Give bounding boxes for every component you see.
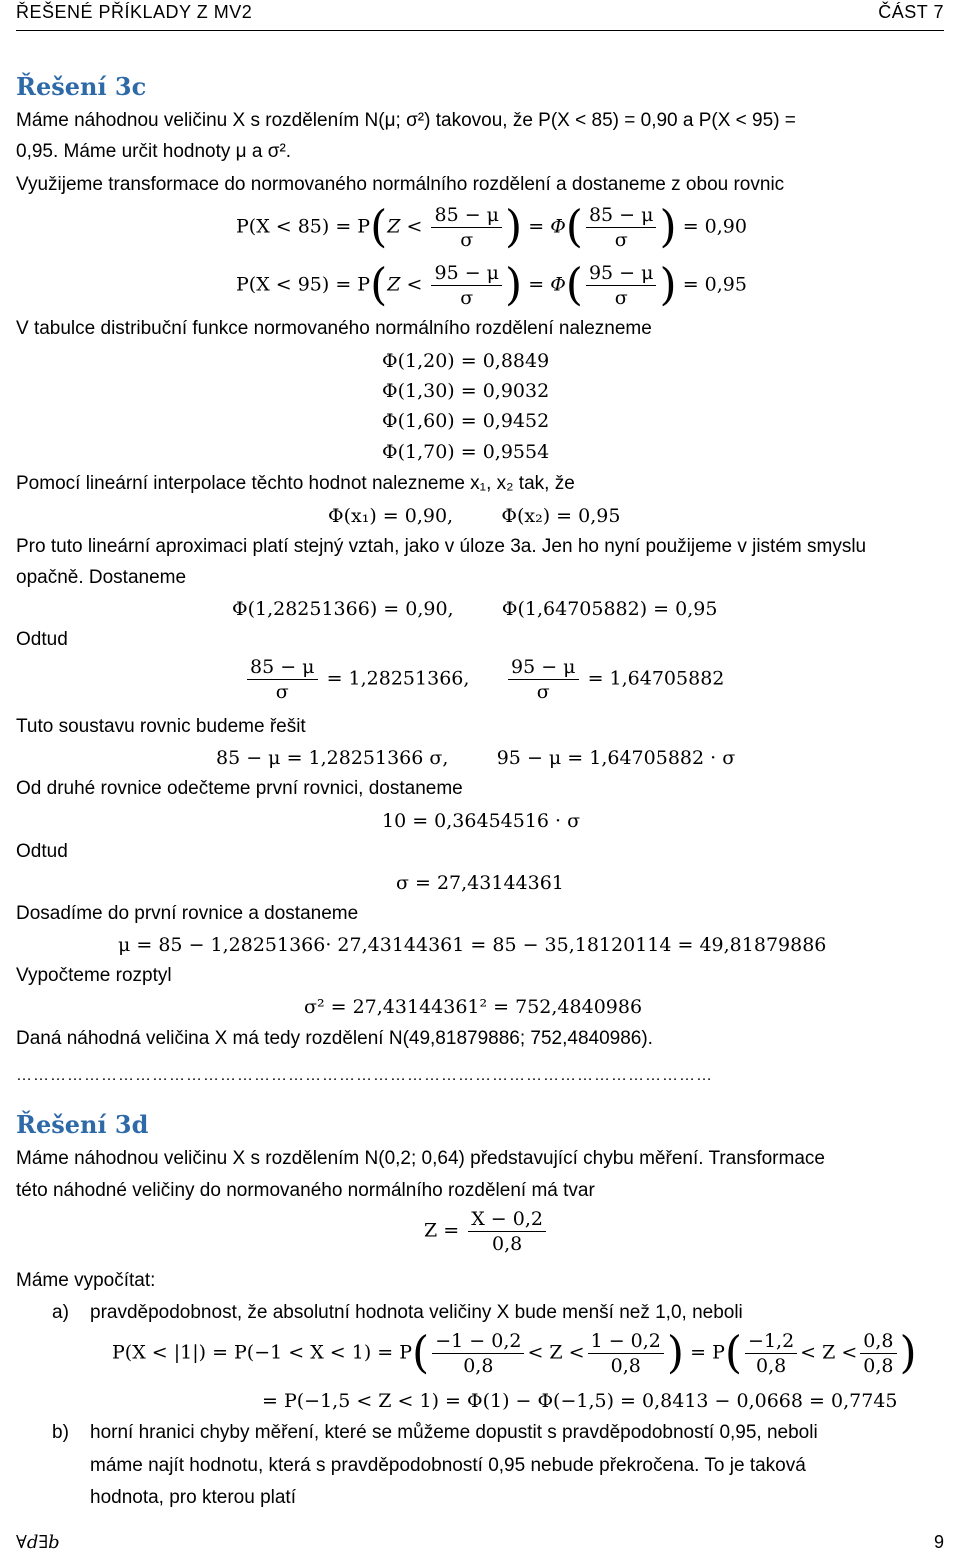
list-text-b: máme najít hodnotu, která s pravděpodobností 0,95 nebude překročena. To je taková	[90, 1455, 806, 1476]
eqa1-mid: < Z <	[527, 1341, 585, 1364]
paragraph: Od druhé rovnice odečteme první rovnici, dostaneme	[16, 778, 463, 799]
table-value: Φ(1,60) = 0,9452	[382, 410, 550, 432]
header-right: ČÁST 7	[878, 2, 944, 22]
z-den: 0,8	[491, 1233, 523, 1255]
eq2-den2: σ	[614, 287, 628, 309]
eqa1-f4-num: 0,8	[860, 1330, 896, 1354]
equation-4: Φ(1,28251366) = 0,90, Φ(1,64705882) = 0,95	[232, 598, 718, 620]
equation-10: σ² = 27,43144361² = 752,4840986	[304, 996, 643, 1018]
header-left: ŘEŠENÉ PŘÍKLADY Z MV2	[16, 2, 253, 22]
equation-7: 10 = 0,36454516 · σ	[382, 810, 581, 832]
table-value: Φ(1,20) = 0,8849	[382, 350, 550, 372]
paragraph: Daná náhodná veličina X má tedy rozdělení N(49,81879886; 752,4840986).	[16, 1028, 653, 1049]
eqa1-f2-num: 1 − 0,2	[588, 1330, 664, 1354]
separator-dots: ……………………………………………………………………………………………………………	[16, 1067, 713, 1084]
paragraph: Využijeme transformace do normovaného normálního rozdělení a dostaneme z obou rovnic	[16, 174, 785, 195]
paragraph: 0,95. Máme určit hodnoty μ a σ².	[16, 141, 292, 162]
eqa1-lhs: P(X < |1|) = P(−1 < X < 1) = P	[112, 1341, 413, 1364]
eq5-den1: σ	[275, 681, 289, 703]
equation-1: P(X < 85) = P(Z < $\frac{85 - \mu}{\sigma}$ ) = Φ( $\frac{85 - \mu}{\sigma}$ ) = 0,90	[236, 201, 747, 253]
z-lhs: Z =	[424, 1219, 460, 1242]
paragraph: Máme náhodnou veličinu X s rozdělením N(0,2; 0,64) představující chybu měření. Transformace	[16, 1148, 825, 1169]
eqa1-eq: = P	[690, 1341, 725, 1364]
eq1-rhs: = 0,90	[682, 215, 747, 238]
equation-3: Φ(x₁) = 0,90, Φ(x₂) = 0,95	[328, 505, 621, 527]
equation-2: P(X < 95) = P(Z < $\frac{95 - \mu}{\sigma}$ ) = Φ( $\frac{95 - \mu}{\sigma}$ ) = 0,95	[236, 259, 747, 311]
equation-5	[244, 656, 469, 703]
paragraph: Odtud	[16, 841, 68, 862]
eqa1-mid2: < Z <	[800, 1341, 858, 1364]
footer-left: ∀d∃b	[16, 1532, 60, 1553]
eq1-den2: σ	[614, 229, 628, 251]
eq5-num1: 85 − μ	[247, 656, 318, 680]
eq2-num: 95 − μ	[431, 262, 502, 286]
table-value: Φ(1,30) = 0,9032	[382, 380, 550, 402]
eq1-den: σ	[460, 229, 474, 251]
paragraph: opačně. Dostaneme	[16, 567, 187, 588]
eq5-b: = 1,64705882	[587, 667, 725, 690]
eq2-num2: 95 − μ	[586, 262, 657, 286]
equation-a2: = P(−1,5 < Z < 1) = Φ(1) − Φ(−1,5) = 0,8413 − 0,0668 = 0,7745	[262, 1390, 898, 1412]
z-transform-equation	[424, 1208, 549, 1255]
eq5-a: = 1,28251366,	[326, 667, 470, 690]
eq2-rhs: = 0,95	[682, 273, 747, 296]
paragraph: této náhodné veličiny do normovaného normálního rozdělení má tvar	[16, 1180, 595, 1201]
list-text-b: hodnota, pro kterou platí	[90, 1487, 296, 1508]
paragraph: Pro tuto lineární aproximaci platí stejný vztah, jako v úloze 3a. Jen ho nyní použijeme v jistém smyslu	[16, 536, 867, 557]
paragraph: Vypočteme rozptyl	[16, 965, 172, 986]
eqa1-f3-den: 0,8	[755, 1355, 787, 1377]
list-label-a: a)	[52, 1302, 69, 1323]
page-header	[16, 2, 944, 31]
list-text-b: horní hranici chyby měření, které se můžeme dopustit s pravděpodobností 0,95, neboli	[90, 1422, 818, 1443]
eq1-num2: 85 − μ	[586, 204, 657, 228]
equation-5b	[505, 656, 724, 703]
section-title-3c: Řešení 3c	[16, 72, 147, 101]
paragraph: Odtud	[16, 629, 68, 650]
eq2-den: σ	[460, 287, 474, 309]
eqa1-f1-num: −1 − 0,2	[432, 1330, 524, 1354]
paragraph: V tabulce distribuční funkce normovaného normálního rozdělení nalezneme	[16, 318, 652, 339]
equation-6: 85 − μ = 1,28251366 σ, 95 − μ = 1,64705882 · σ	[216, 747, 736, 769]
eq5-den2: σ	[536, 681, 550, 703]
eqa1-f4-den: 0,8	[863, 1355, 894, 1377]
eq5-num2: 95 − μ	[508, 656, 579, 680]
paragraph: Máme vypočítat:	[16, 1270, 156, 1291]
list-label-b: b)	[52, 1422, 69, 1443]
equation-a1: P(X < |1|) = P(−1 < X < 1) = P( $\frac{-1 - 0,2}{0,8}$ < Z < $\frac{1 - 0,2}{0,8}$ ) = P( $\frac{-1,2}{0,8}$ < Z < $\frac{0,8}{0,8}$ )	[112, 1327, 917, 1379]
z-num: X − 0,2	[468, 1208, 546, 1232]
paragraph: Dosadíme do první rovnice a dostaneme	[16, 903, 359, 924]
paragraph: Tuto soustavu rovnic budeme řešit	[16, 716, 306, 737]
eq2-lhs: P(X < 95) = P	[236, 273, 371, 296]
eqa1-f1-den: 0,8	[463, 1355, 494, 1377]
section-title-3d: Řešení 3d	[16, 1110, 149, 1139]
eq1-lhs: P(X < 85) = P	[236, 215, 371, 238]
page-number: 9	[933, 1532, 944, 1552]
equation-9: μ = 85 − 1,28251366· 27,43144361 = 85 − 35,18120114 = 49,81879886	[118, 934, 827, 956]
paragraph: Pomocí lineární interpolace těchto hodnot nalezneme x₁, x₂ tak, že	[16, 473, 575, 494]
eqa1-f2-den: 0,8	[610, 1355, 641, 1377]
list-text-a: pravděpodobnost, že absolutní hodnota veličiny X bude menší než 1,0, neboli	[90, 1302, 743, 1323]
equation-8: σ = 27,43144361	[396, 872, 564, 894]
eqa1-f3-num: −1,2	[745, 1330, 797, 1354]
paragraph: Máme náhodnou veličinu X s rozdělením N(μ; σ²) takovou, že P(X < 85) = 0,90 a P(X < 95) =	[16, 110, 796, 131]
table-value: Φ(1,70) = 0,9554	[382, 441, 550, 463]
eq1-num: 85 − μ	[431, 204, 502, 228]
